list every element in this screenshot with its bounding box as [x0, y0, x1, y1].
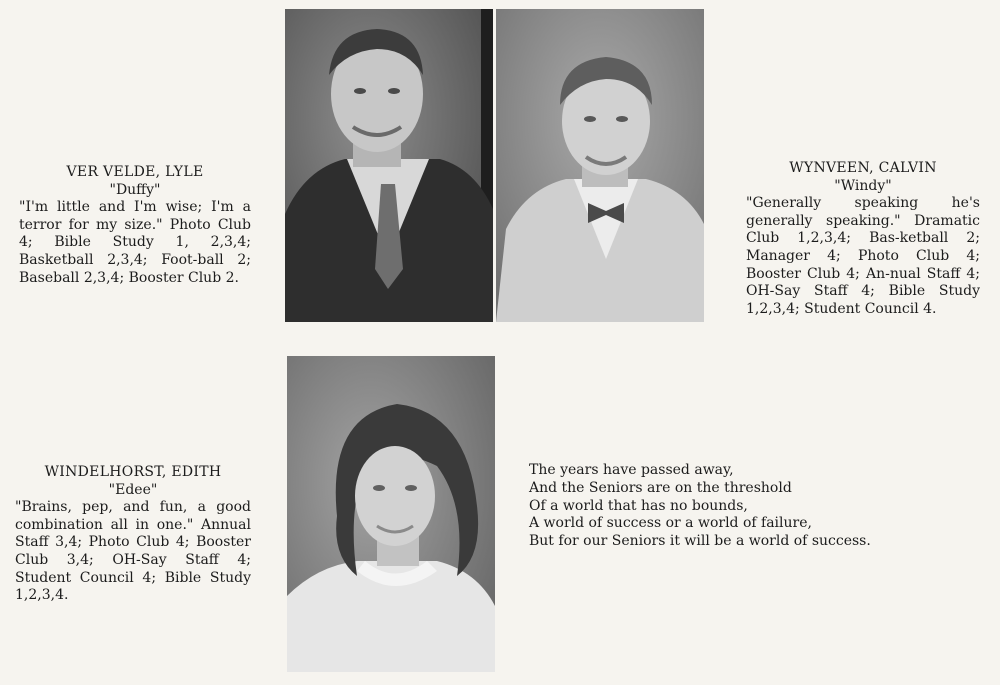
senior-nickname: "Duffy"	[109, 181, 161, 198]
poem-line: And the Seniors are on the threshold	[529, 479, 792, 496]
senior-poem	[529, 462, 871, 551]
bio-wynveen-calvin	[746, 160, 980, 318]
poem-line: A world of success or a world of failure,	[529, 515, 812, 532]
bio-windelhorst-edith	[15, 464, 251, 605]
poem-line: Of a world that has no bounds,	[529, 497, 748, 514]
senior-bio-text: "Brains, pep, and fun, a good combination all in one." Annual Staff 3,4; Photo Club 4; Booster Club 3,4; OH-Say Staff 4; Student Council 4; Bible Study 1,2,3,4.	[15, 499, 251, 604]
portrait-ver-velde-lyle	[285, 9, 493, 322]
poem-line: The years have passed away,	[529, 462, 734, 478]
senior-nickname: "Edee"	[108, 481, 158, 498]
senior-name: WYNVEEN, CALVIN	[789, 160, 937, 176]
senior-name: WINDELHORST, EDITH	[44, 464, 222, 480]
senior-bio-text: "Generally speaking he's generally speaking." Dramatic Club 1,2,3,4; Bas-ketball 2; Manager 4; Photo Club 4; Booster Club 4; An-nual Staff 4; OH-Say Staff 4; Bible Study 1,2,3,4; Student Council 4.	[746, 195, 980, 317]
portrait-windelhorst-edith	[287, 356, 495, 672]
portrait-wynveen-calvin	[496, 9, 704, 322]
senior-bio-text: "I'm little and I'm wise; I'm a terror for my size." Photo Club 4; Bible Study 1, 2,3,4; Basketball 2,3,4; Foot-ball 2; Baseball 2,3,4; Booster Club 2.	[19, 199, 251, 286]
senior-name: VER VELDE, LYLE	[66, 164, 204, 180]
senior-nickname: "Windy"	[834, 177, 892, 194]
bio-ver-velde-lyle	[19, 164, 251, 287]
poem-line: But for our Seniors it will be a world of success.	[529, 533, 871, 550]
